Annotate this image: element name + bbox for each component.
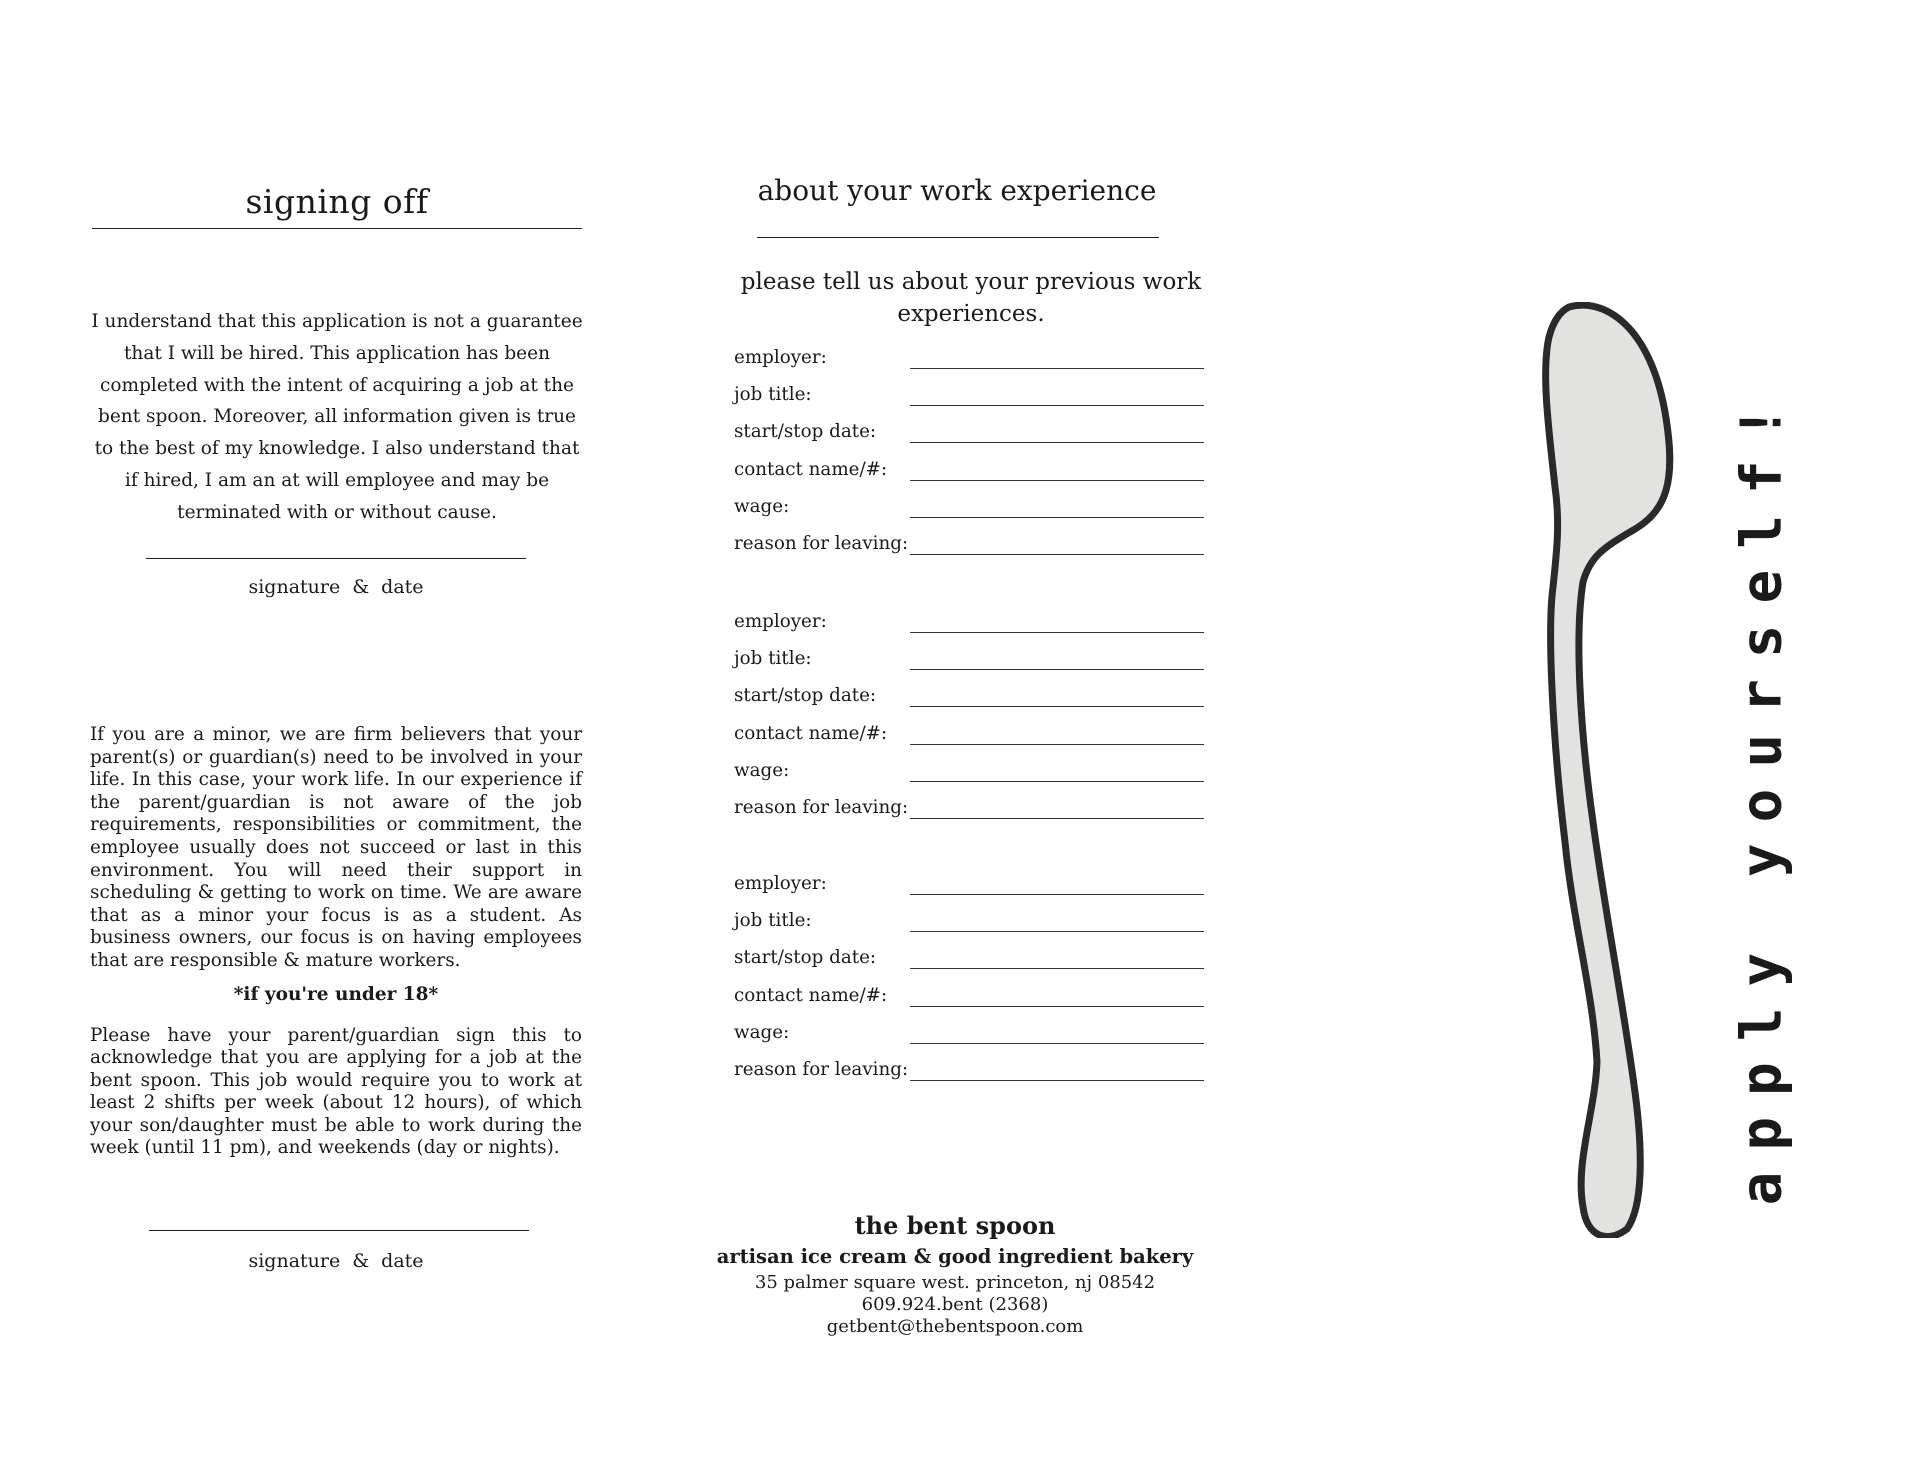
job-field-line[interactable] bbox=[910, 1006, 1204, 1007]
shop-email: getbent@thebentspoon.com bbox=[826, 1316, 1084, 1337]
signature-line-parent[interactable] bbox=[149, 1230, 529, 1231]
job-field-label: start/stop date: bbox=[734, 947, 877, 969]
heading-underline bbox=[92, 228, 582, 229]
ampersand: & bbox=[352, 1250, 370, 1272]
job-field-line[interactable] bbox=[910, 894, 1204, 895]
job-field-row bbox=[734, 756, 1204, 793]
date-word: date bbox=[381, 576, 424, 598]
job-field-row bbox=[734, 529, 1204, 566]
minor-paragraph: If you are a minor, we are firm believers that your parent(s) or guardian(s) need to be involved in your life. In this case, your work life. In our experience if the parent/guardian is not aware of the job requirements, responsibilities or commitment, the employee usually does not succeed or last in this environment. You will need their support in scheduling & getting to work on time. We are aware that as a minor your focus is as a student. As business owners, our focus is on having employees that are responsible & mature workers. bbox=[90, 724, 582, 971]
job-entry-3 bbox=[734, 869, 1204, 1092]
work-experience-heading: about your work experience bbox=[757, 174, 1157, 207]
job-field-row bbox=[734, 869, 1204, 906]
job-field-line[interactable] bbox=[910, 781, 1204, 782]
job-field-row bbox=[734, 455, 1204, 492]
job-field-line[interactable] bbox=[910, 669, 1204, 670]
job-entry-1 bbox=[734, 343, 1204, 566]
job-field-label: wage: bbox=[734, 495, 790, 517]
heading-underline bbox=[757, 237, 1159, 238]
job-field-row bbox=[734, 644, 1204, 681]
date-word: date bbox=[381, 1250, 424, 1272]
job-field-row bbox=[734, 1055, 1204, 1092]
ampersand: & bbox=[352, 576, 370, 598]
signature-line-applicant[interactable] bbox=[146, 558, 526, 559]
job-field-label: employer: bbox=[734, 611, 827, 632]
job-field-row bbox=[734, 1018, 1204, 1055]
job-field-row bbox=[734, 607, 1204, 644]
job-field-row bbox=[734, 906, 1204, 943]
job-field-line[interactable] bbox=[910, 517, 1204, 518]
job-field-row bbox=[734, 719, 1204, 756]
job-field-label: contact name/#: bbox=[734, 984, 888, 1006]
job-field-row bbox=[734, 981, 1204, 1018]
work-experience-prompt: please tell us about your previous work experiences. bbox=[740, 269, 1202, 327]
job-field-label: job title: bbox=[734, 910, 812, 932]
spoon-shape bbox=[1546, 305, 1670, 1236]
shop-address: 35 palmer square west. princeton, nj 08542 bbox=[754, 1272, 1156, 1293]
job-field-label: job title: bbox=[734, 384, 812, 406]
job-field-row bbox=[734, 343, 1204, 380]
shop-footer bbox=[700, 1210, 1210, 1338]
job-field-label: wage: bbox=[734, 759, 790, 781]
job-field-row bbox=[734, 943, 1204, 980]
shop-name: the bent spoon bbox=[854, 1211, 1056, 1240]
job-field-line[interactable] bbox=[910, 405, 1204, 406]
spoon-illustration bbox=[1535, 302, 1685, 1238]
signature-word: signature bbox=[248, 576, 341, 598]
job-field-label: reason for leaving: bbox=[734, 532, 909, 554]
job-field-line[interactable] bbox=[910, 632, 1204, 633]
job-field-line[interactable] bbox=[910, 1080, 1204, 1081]
apply-yourself-slogan: apply yourself! bbox=[1729, 384, 1795, 1206]
job-field-row bbox=[734, 681, 1204, 718]
job-field-line[interactable] bbox=[910, 818, 1204, 819]
job-field-label: start/stop date: bbox=[734, 421, 877, 443]
job-field-label: reason for leaving: bbox=[734, 796, 909, 818]
job-field-label: wage: bbox=[734, 1021, 790, 1043]
job-field-row bbox=[734, 380, 1204, 417]
signing-off-heading: signing off bbox=[245, 182, 429, 221]
job-entry-2 bbox=[734, 607, 1204, 830]
under-18-heading: *if you're under 18* bbox=[233, 984, 439, 1005]
job-field-line[interactable] bbox=[910, 744, 1204, 745]
parent-paragraph: Please have your parent/guardian sign this to acknowledge that you are applying for a job at the bent spoon. This job would require you to work at least 2 shifts per week (about 12 hours), of which your son/daughter must be able to work during the week (until 11 pm), and weekends (day or nights). bbox=[90, 1025, 582, 1159]
shop-phone: 609.924.bent (2368) bbox=[861, 1294, 1049, 1315]
signature-word: signature bbox=[248, 1250, 341, 1272]
signoff-statement: I understand that this application is not a guarantee that I will be hired. This application has been completed with the intent of acquiring a job at the bent spoon. Moreover, all information given is true to the best of my knowledge. I also understand that if hired, I am an at will employee and may be terminated with or without cause. bbox=[91, 311, 583, 523]
job-field-label: employer: bbox=[734, 873, 827, 894]
job-field-line[interactable] bbox=[910, 706, 1204, 707]
job-field-line[interactable] bbox=[910, 931, 1204, 932]
job-field-line[interactable] bbox=[910, 368, 1204, 369]
job-field-label: contact name/#: bbox=[734, 458, 888, 480]
shop-tagline: artisan ice cream & good ingredient bakery bbox=[716, 1245, 1194, 1268]
job-field-row bbox=[734, 417, 1204, 454]
job-field-line[interactable] bbox=[910, 1043, 1204, 1044]
signature-date-label-applicant bbox=[146, 576, 526, 598]
job-field-line[interactable] bbox=[910, 968, 1204, 969]
job-field-label: reason for leaving: bbox=[734, 1058, 909, 1080]
job-field-row bbox=[734, 492, 1204, 529]
job-field-line[interactable] bbox=[910, 554, 1204, 555]
job-field-label: start/stop date: bbox=[734, 685, 877, 707]
job-field-line[interactable] bbox=[910, 480, 1204, 481]
signature-date-label-parent bbox=[146, 1250, 526, 1272]
job-field-label: job title: bbox=[734, 648, 812, 670]
job-field-label: employer: bbox=[734, 347, 827, 368]
job-field-line[interactable] bbox=[910, 442, 1204, 443]
job-field-row bbox=[734, 793, 1204, 830]
job-field-label: contact name/#: bbox=[734, 722, 888, 744]
